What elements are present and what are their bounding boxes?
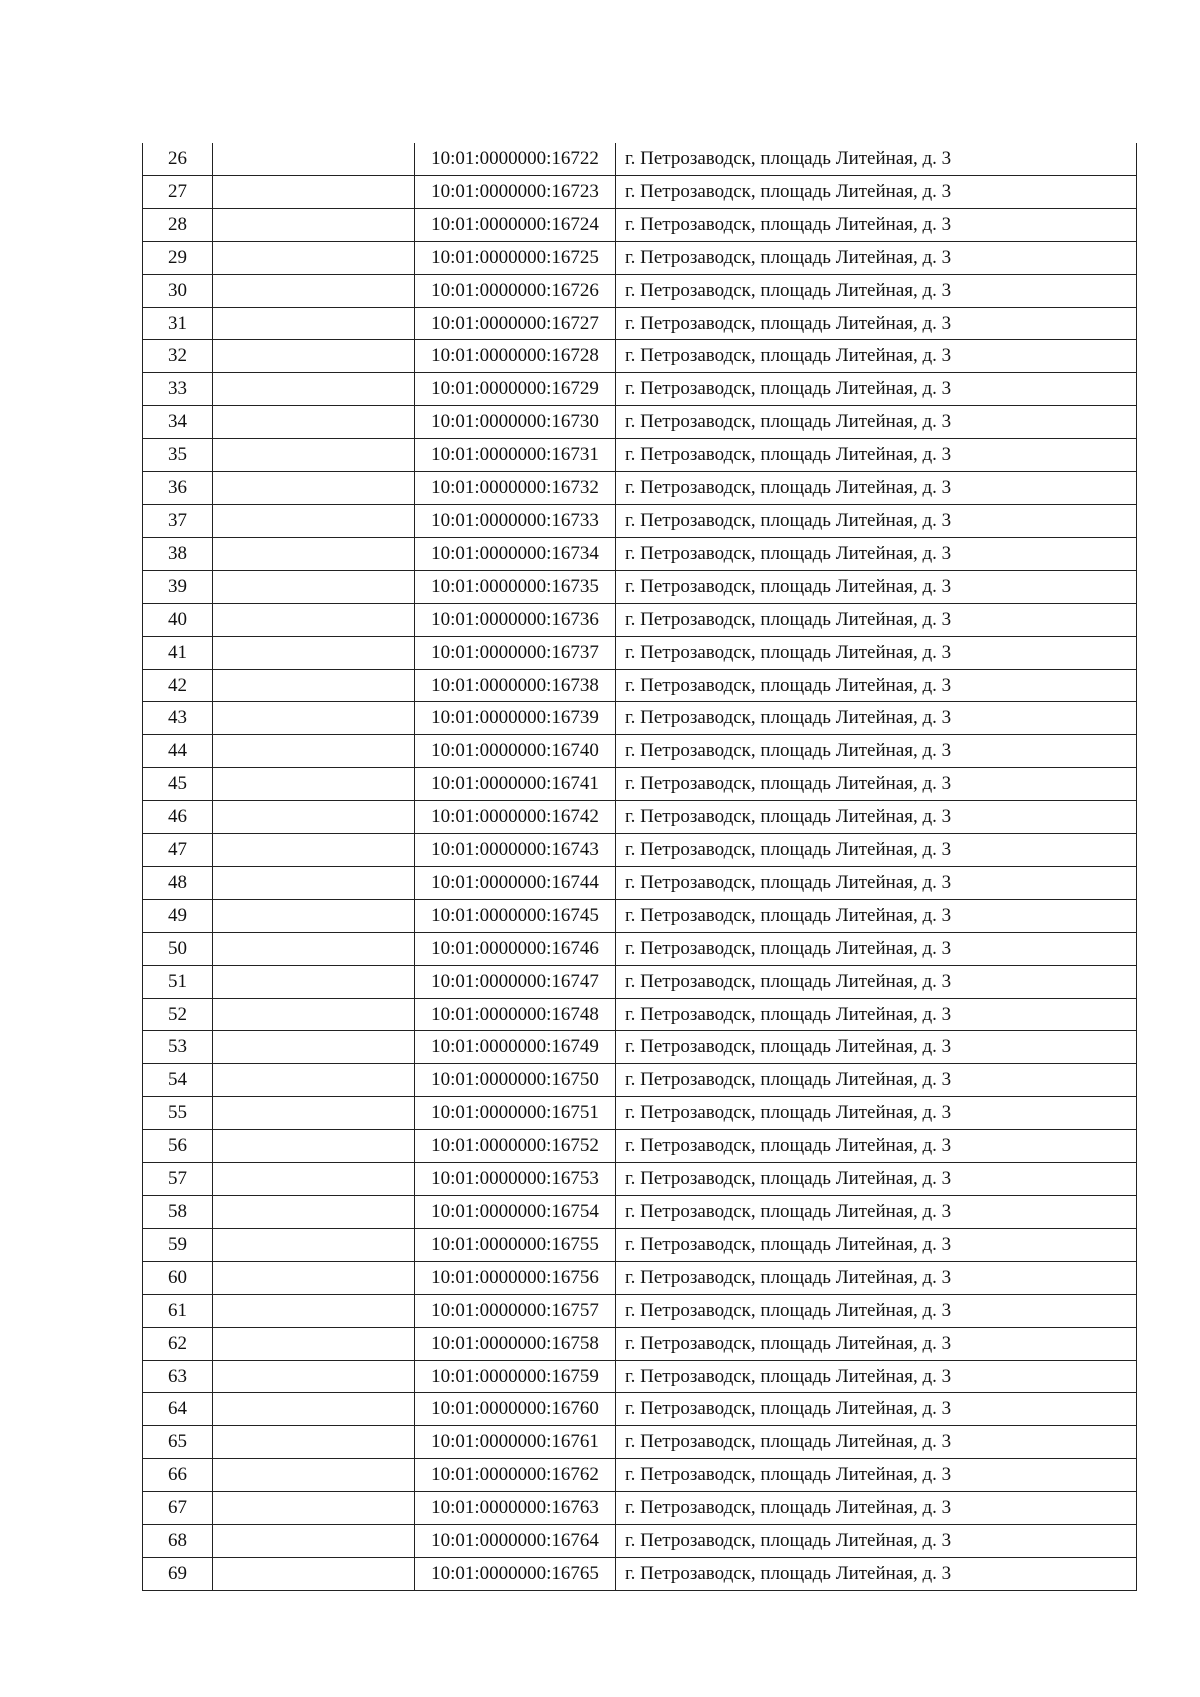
address-cell: г. Петрозаводск, площадь Литейная, д. 3 xyxy=(616,834,1137,867)
cadastral-number-cell: 10:01:0000000:16747 xyxy=(415,965,616,998)
empty-cell xyxy=(213,603,415,636)
row-number-cell: 37 xyxy=(143,504,213,537)
address-cell: г. Петрозаводск, площадь Литейная, д. 3 xyxy=(616,998,1137,1031)
empty-cell xyxy=(213,307,415,340)
address-cell: г. Петрозаводск, площадь Литейная, д. 3 xyxy=(616,208,1137,241)
table-row xyxy=(143,537,1137,570)
cadastral-number-cell: 10:01:0000000:16742 xyxy=(415,801,616,834)
address-cell: г. Петрозаводск, площадь Литейная, д. 3 xyxy=(616,1163,1137,1196)
table-row xyxy=(143,406,1137,439)
table-row xyxy=(143,1261,1137,1294)
row-number-cell: 68 xyxy=(143,1525,213,1558)
row-number-cell: 51 xyxy=(143,965,213,998)
row-number-cell: 28 xyxy=(143,208,213,241)
row-number-cell: 47 xyxy=(143,834,213,867)
cadastral-number-cell: 10:01:0000000:16726 xyxy=(415,274,616,307)
empty-cell xyxy=(213,1031,415,1064)
address-cell: г. Петрозаводск, площадь Литейная, д. 3 xyxy=(616,1426,1137,1459)
empty-cell xyxy=(213,834,415,867)
empty-cell xyxy=(213,702,415,735)
property-table-body xyxy=(143,143,1137,1590)
empty-cell xyxy=(213,669,415,702)
row-number-cell: 63 xyxy=(143,1360,213,1393)
address-cell: г. Петрозаводск, площадь Литейная, д. 3 xyxy=(616,866,1137,899)
empty-cell xyxy=(213,340,415,373)
address-cell: г. Петрозаводск, площадь Литейная, д. 3 xyxy=(616,669,1137,702)
empty-cell xyxy=(213,965,415,998)
row-number-cell: 27 xyxy=(143,175,213,208)
table-row xyxy=(143,504,1137,537)
cadastral-number-cell: 10:01:0000000:16750 xyxy=(415,1064,616,1097)
cadastral-number-cell: 10:01:0000000:16737 xyxy=(415,636,616,669)
table-row xyxy=(143,735,1137,768)
cadastral-number-cell: 10:01:0000000:16739 xyxy=(415,702,616,735)
empty-cell xyxy=(213,406,415,439)
row-number-cell: 52 xyxy=(143,998,213,1031)
cadastral-number-cell: 10:01:0000000:16736 xyxy=(415,603,616,636)
row-number-cell: 31 xyxy=(143,307,213,340)
row-number-cell: 34 xyxy=(143,406,213,439)
empty-cell xyxy=(213,1163,415,1196)
address-cell: г. Петрозаводск, площадь Литейная, д. 3 xyxy=(616,1130,1137,1163)
cadastral-number-cell: 10:01:0000000:16727 xyxy=(415,307,616,340)
empty-cell xyxy=(213,1525,415,1558)
table-row xyxy=(143,1525,1137,1558)
row-number-cell: 33 xyxy=(143,373,213,406)
table-row xyxy=(143,1163,1137,1196)
empty-cell xyxy=(213,636,415,669)
address-cell: г. Петрозаводск, площадь Литейная, д. 3 xyxy=(616,307,1137,340)
table-row xyxy=(143,307,1137,340)
table-row xyxy=(143,1294,1137,1327)
row-number-cell: 40 xyxy=(143,603,213,636)
table-row xyxy=(143,175,1137,208)
table-row xyxy=(143,965,1137,998)
empty-cell xyxy=(213,373,415,406)
empty-cell xyxy=(213,208,415,241)
cadastral-number-cell: 10:01:0000000:16733 xyxy=(415,504,616,537)
table-row xyxy=(143,472,1137,505)
row-number-cell: 56 xyxy=(143,1130,213,1163)
empty-cell xyxy=(213,175,415,208)
row-number-cell: 69 xyxy=(143,1557,213,1590)
empty-cell xyxy=(213,472,415,505)
table-row xyxy=(143,866,1137,899)
table-row xyxy=(143,1031,1137,1064)
cadastral-number-cell: 10:01:0000000:16751 xyxy=(415,1097,616,1130)
row-number-cell: 59 xyxy=(143,1228,213,1261)
address-cell: г. Петрозаводск, площадь Литейная, д. 3 xyxy=(616,1294,1137,1327)
cadastral-number-cell: 10:01:0000000:16723 xyxy=(415,175,616,208)
cadastral-number-cell: 10:01:0000000:16722 xyxy=(415,143,616,175)
row-number-cell: 58 xyxy=(143,1196,213,1229)
address-cell: г. Петрозаводск, площадь Литейная, д. 3 xyxy=(616,1228,1137,1261)
empty-cell xyxy=(213,143,415,175)
address-cell: г. Петрозаводск, площадь Литейная, д. 3 xyxy=(616,636,1137,669)
cadastral-number-cell: 10:01:0000000:16758 xyxy=(415,1327,616,1360)
cadastral-number-cell: 10:01:0000000:16744 xyxy=(415,866,616,899)
cadastral-number-cell: 10:01:0000000:16728 xyxy=(415,340,616,373)
row-number-cell: 30 xyxy=(143,274,213,307)
address-cell: г. Петрозаводск, площадь Литейная, д. 3 xyxy=(616,1360,1137,1393)
row-number-cell: 55 xyxy=(143,1097,213,1130)
row-number-cell: 43 xyxy=(143,702,213,735)
empty-cell xyxy=(213,1064,415,1097)
row-number-cell: 48 xyxy=(143,866,213,899)
row-number-cell: 50 xyxy=(143,932,213,965)
empty-cell xyxy=(213,801,415,834)
row-number-cell: 41 xyxy=(143,636,213,669)
table-row xyxy=(143,1097,1137,1130)
table-row xyxy=(143,1228,1137,1261)
row-number-cell: 57 xyxy=(143,1163,213,1196)
table-row xyxy=(143,570,1137,603)
table-row xyxy=(143,1492,1137,1525)
address-cell: г. Петрозаводск, площадь Литейная, д. 3 xyxy=(616,1097,1137,1130)
row-number-cell: 64 xyxy=(143,1393,213,1426)
address-cell: г. Петрозаводск, площадь Литейная, д. 3 xyxy=(616,373,1137,406)
cadastral-number-cell: 10:01:0000000:16765 xyxy=(415,1557,616,1590)
row-number-cell: 26 xyxy=(143,143,213,175)
cadastral-number-cell: 10:01:0000000:16763 xyxy=(415,1492,616,1525)
table-row xyxy=(143,636,1137,669)
address-cell: г. Петрозаводск, площадь Литейная, д. 3 xyxy=(616,340,1137,373)
empty-cell xyxy=(213,570,415,603)
table-row xyxy=(143,932,1137,965)
cadastral-number-cell: 10:01:0000000:16730 xyxy=(415,406,616,439)
address-cell: г. Петрозаводск, площадь Литейная, д. 3 xyxy=(616,570,1137,603)
table-row xyxy=(143,1459,1137,1492)
cadastral-number-cell: 10:01:0000000:16753 xyxy=(415,1163,616,1196)
row-number-cell: 44 xyxy=(143,735,213,768)
table-row xyxy=(143,998,1137,1031)
table-row xyxy=(143,1196,1137,1229)
empty-cell xyxy=(213,1360,415,1393)
empty-cell xyxy=(213,1294,415,1327)
cadastral-number-cell: 10:01:0000000:16759 xyxy=(415,1360,616,1393)
empty-cell xyxy=(213,768,415,801)
address-cell: г. Петрозаводск, площадь Литейная, д. 3 xyxy=(616,768,1137,801)
cadastral-number-cell: 10:01:0000000:16755 xyxy=(415,1228,616,1261)
address-cell: г. Петрозаводск, площадь Литейная, д. 3 xyxy=(616,1459,1137,1492)
empty-cell xyxy=(213,1459,415,1492)
cadastral-number-cell: 10:01:0000000:16760 xyxy=(415,1393,616,1426)
table-row xyxy=(143,373,1137,406)
table-row xyxy=(143,1393,1137,1426)
cadastral-number-cell: 10:01:0000000:16746 xyxy=(415,932,616,965)
empty-cell xyxy=(213,1492,415,1525)
table-row xyxy=(143,1360,1137,1393)
address-cell: г. Петрозаводск, площадь Литейная, д. 3 xyxy=(616,603,1137,636)
row-number-cell: 46 xyxy=(143,801,213,834)
table-row xyxy=(143,768,1137,801)
row-number-cell: 36 xyxy=(143,472,213,505)
row-number-cell: 32 xyxy=(143,340,213,373)
table-row xyxy=(143,208,1137,241)
address-cell: г. Петрозаводск, площадь Литейная, д. 3 xyxy=(616,965,1137,998)
cadastral-number-cell: 10:01:0000000:16761 xyxy=(415,1426,616,1459)
address-cell: г. Петрозаводск, площадь Литейная, д. 3 xyxy=(616,406,1137,439)
row-number-cell: 53 xyxy=(143,1031,213,1064)
cadastral-number-cell: 10:01:0000000:16764 xyxy=(415,1525,616,1558)
cadastral-number-cell: 10:01:0000000:16729 xyxy=(415,373,616,406)
address-cell: г. Петрозаводск, площадь Литейная, д. 3 xyxy=(616,702,1137,735)
empty-cell xyxy=(213,1196,415,1229)
row-number-cell: 62 xyxy=(143,1327,213,1360)
address-cell: г. Петрозаводск, площадь Литейная, д. 3 xyxy=(616,274,1137,307)
empty-cell xyxy=(213,932,415,965)
row-number-cell: 49 xyxy=(143,899,213,932)
empty-cell xyxy=(213,1393,415,1426)
row-number-cell: 45 xyxy=(143,768,213,801)
address-cell: г. Петрозаводск, площадь Литейная, д. 3 xyxy=(616,899,1137,932)
empty-cell xyxy=(213,1327,415,1360)
empty-cell xyxy=(213,439,415,472)
table-row xyxy=(143,241,1137,274)
address-cell: г. Петрозаводск, площадь Литейная, д. 3 xyxy=(616,439,1137,472)
address-cell: г. Петрозаводск, площадь Литейная, д. 3 xyxy=(616,537,1137,570)
row-number-cell: 60 xyxy=(143,1261,213,1294)
table-row xyxy=(143,603,1137,636)
address-cell: г. Петрозаводск, площадь Литейная, д. 3 xyxy=(616,932,1137,965)
table-row xyxy=(143,899,1137,932)
address-cell: г. Петрозаводск, площадь Литейная, д. 3 xyxy=(616,241,1137,274)
empty-cell xyxy=(213,1228,415,1261)
cadastral-number-cell: 10:01:0000000:16748 xyxy=(415,998,616,1031)
cadastral-number-cell: 10:01:0000000:16756 xyxy=(415,1261,616,1294)
table-row xyxy=(143,439,1137,472)
row-number-cell: 65 xyxy=(143,1426,213,1459)
address-cell: г. Петрозаводск, площадь Литейная, д. 3 xyxy=(616,175,1137,208)
empty-cell xyxy=(213,899,415,932)
row-number-cell: 38 xyxy=(143,537,213,570)
address-cell: г. Петрозаводск, площадь Литейная, д. 3 xyxy=(616,1031,1137,1064)
cadastral-number-cell: 10:01:0000000:16745 xyxy=(415,899,616,932)
address-cell: г. Петрозаводск, площадь Литейная, д. 3 xyxy=(616,1196,1137,1229)
cadastral-number-cell: 10:01:0000000:16725 xyxy=(415,241,616,274)
row-number-cell: 39 xyxy=(143,570,213,603)
empty-cell xyxy=(213,504,415,537)
empty-cell xyxy=(213,998,415,1031)
address-cell: г. Петрозаводск, площадь Литейная, д. 3 xyxy=(616,1525,1137,1558)
address-cell: г. Петрозаводск, площадь Литейная, д. 3 xyxy=(616,1492,1137,1525)
address-cell: г. Петрозаводск, площадь Литейная, д. 3 xyxy=(616,472,1137,505)
table-row xyxy=(143,1557,1137,1590)
row-number-cell: 42 xyxy=(143,669,213,702)
table-row xyxy=(143,834,1137,867)
cadastral-number-cell: 10:01:0000000:16735 xyxy=(415,570,616,603)
table-row xyxy=(143,1064,1137,1097)
address-cell: г. Петрозаводск, площадь Литейная, д. 3 xyxy=(616,1261,1137,1294)
cadastral-number-cell: 10:01:0000000:16752 xyxy=(415,1130,616,1163)
row-number-cell: 35 xyxy=(143,439,213,472)
address-cell: г. Петрозаводск, площадь Литейная, д. 3 xyxy=(616,1327,1137,1360)
empty-cell xyxy=(213,274,415,307)
table-row xyxy=(143,1130,1137,1163)
address-cell: г. Петрозаводск, площадь Литейная, д. 3 xyxy=(616,1393,1137,1426)
cadastral-number-cell: 10:01:0000000:16762 xyxy=(415,1459,616,1492)
table-row xyxy=(143,669,1137,702)
empty-cell xyxy=(213,1261,415,1294)
address-cell: г. Петрозаводск, площадь Литейная, д. 3 xyxy=(616,1557,1137,1590)
table-row xyxy=(143,274,1137,307)
address-cell: г. Петрозаводск, площадь Литейная, д. 3 xyxy=(616,504,1137,537)
cadastral-number-cell: 10:01:0000000:16724 xyxy=(415,208,616,241)
row-number-cell: 67 xyxy=(143,1492,213,1525)
cadastral-number-cell: 10:01:0000000:16732 xyxy=(415,472,616,505)
cadastral-number-cell: 10:01:0000000:16740 xyxy=(415,735,616,768)
cadastral-number-cell: 10:01:0000000:16741 xyxy=(415,768,616,801)
address-cell: г. Петрозаводск, площадь Литейная, д. 3 xyxy=(616,801,1137,834)
address-cell: г. Петрозаводск, площадь Литейная, д. 3 xyxy=(616,143,1137,175)
address-cell: г. Петрозаводск, площадь Литейная, д. 3 xyxy=(616,1064,1137,1097)
empty-cell xyxy=(213,735,415,768)
cadastral-number-cell: 10:01:0000000:16743 xyxy=(415,834,616,867)
table-row xyxy=(143,702,1137,735)
cadastral-number-cell: 10:01:0000000:16738 xyxy=(415,669,616,702)
row-number-cell: 66 xyxy=(143,1459,213,1492)
cadastral-number-cell: 10:01:0000000:16757 xyxy=(415,1294,616,1327)
row-number-cell: 54 xyxy=(143,1064,213,1097)
table-row xyxy=(143,1426,1137,1459)
property-table xyxy=(142,143,1137,1591)
empty-cell xyxy=(213,241,415,274)
row-number-cell: 61 xyxy=(143,1294,213,1327)
cadastral-number-cell: 10:01:0000000:16749 xyxy=(415,1031,616,1064)
empty-cell xyxy=(213,1426,415,1459)
table-row xyxy=(143,340,1137,373)
cadastral-number-cell: 10:01:0000000:16754 xyxy=(415,1196,616,1229)
empty-cell xyxy=(213,1097,415,1130)
empty-cell xyxy=(213,537,415,570)
table-row xyxy=(143,801,1137,834)
cadastral-number-cell: 10:01:0000000:16731 xyxy=(415,439,616,472)
cadastral-number-cell: 10:01:0000000:16734 xyxy=(415,537,616,570)
empty-cell xyxy=(213,1130,415,1163)
table-row xyxy=(143,1327,1137,1360)
empty-cell xyxy=(213,866,415,899)
empty-cell xyxy=(213,1557,415,1590)
table-row xyxy=(143,143,1137,175)
row-number-cell: 29 xyxy=(143,241,213,274)
address-cell: г. Петрозаводск, площадь Литейная, д. 3 xyxy=(616,735,1137,768)
